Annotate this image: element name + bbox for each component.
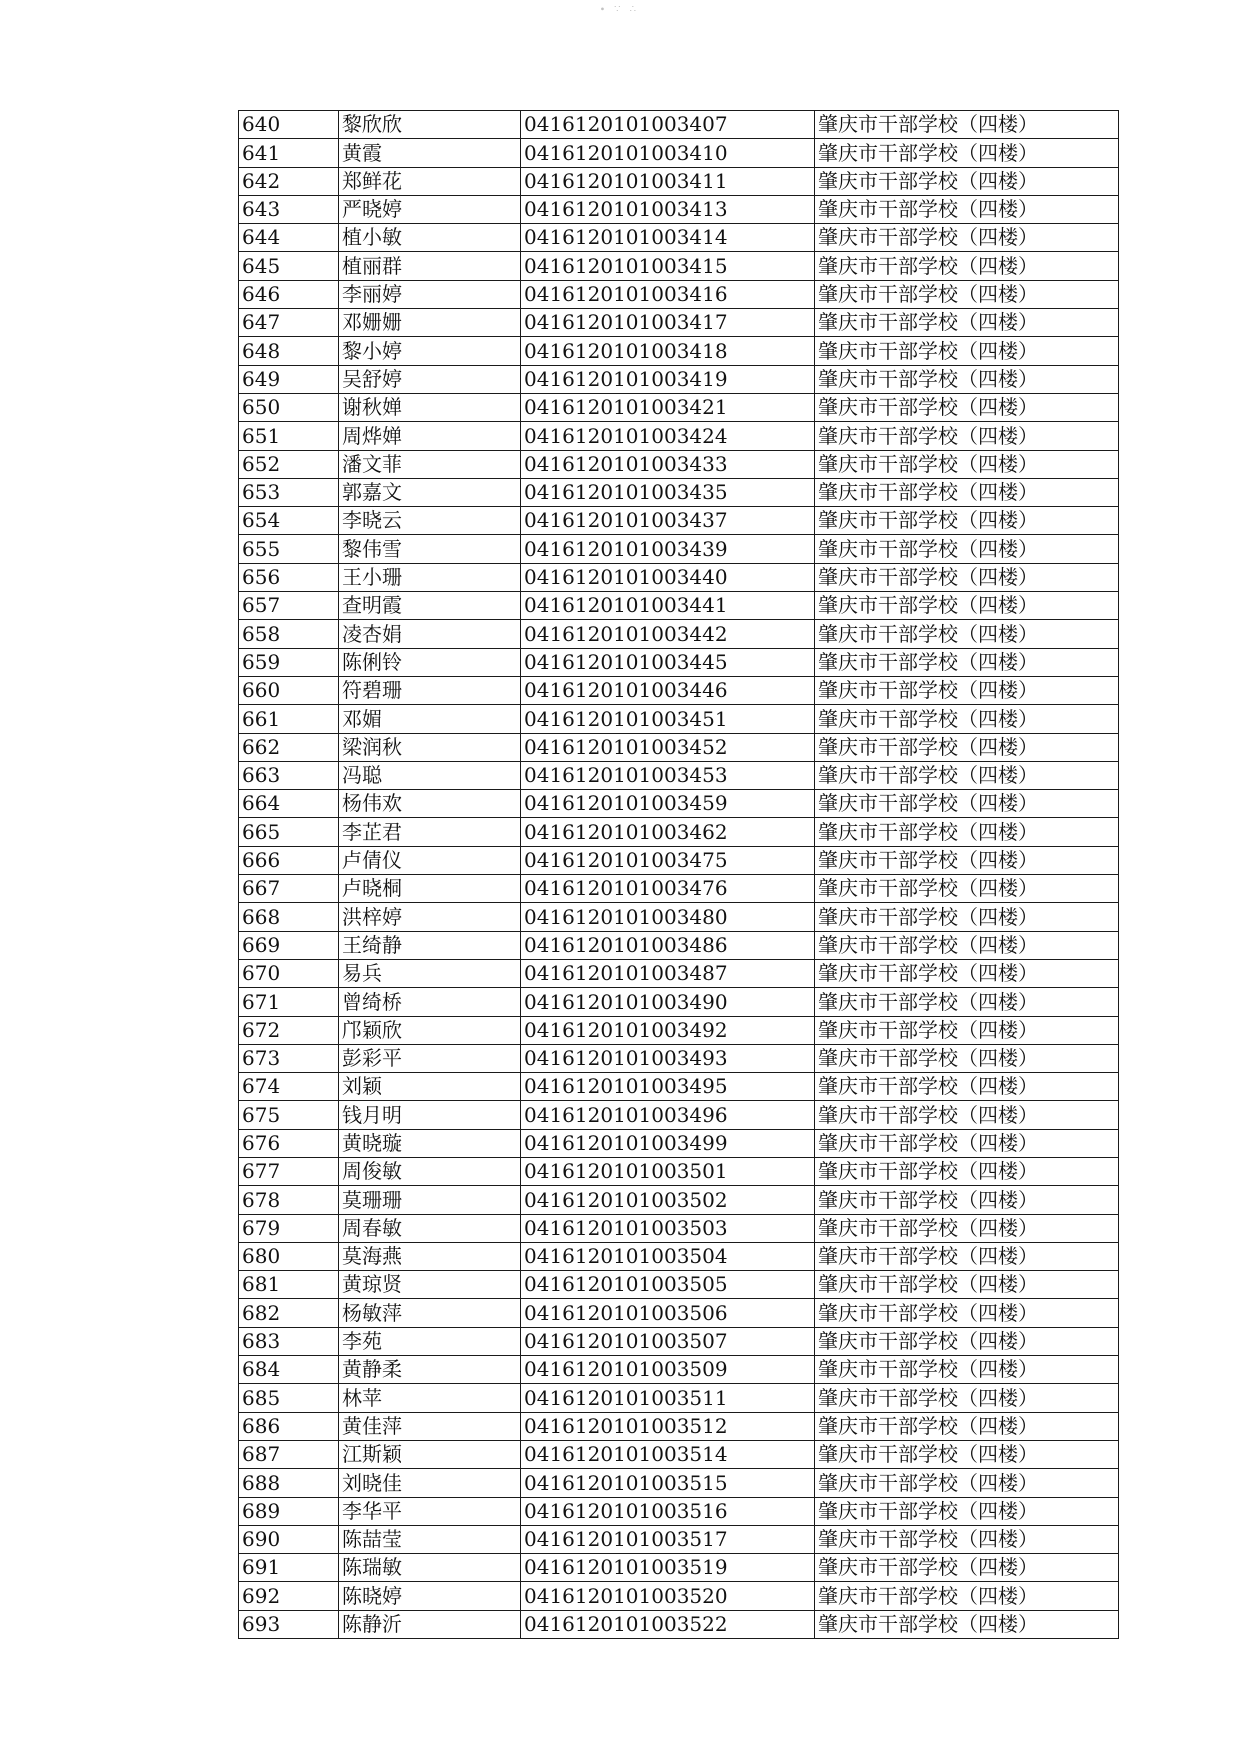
- candidate-name-cell: 黄琼贤: [339, 1271, 521, 1299]
- table-row: [239, 1384, 1119, 1412]
- exam-location-cell: 肇庆市干部学校（四楼）: [815, 1582, 1119, 1610]
- exam-id-cell: 0416120101003439: [521, 535, 815, 563]
- candidate-name-cell: 李华平: [339, 1497, 521, 1525]
- candidate-name-cell: 刘晓佳: [339, 1469, 521, 1497]
- exam-location-cell: 肇庆市干部学校（四楼）: [815, 733, 1119, 761]
- exam-location-cell: 肇庆市干部学校（四楼）: [815, 1214, 1119, 1242]
- candidate-name-cell: 林苹: [339, 1384, 521, 1412]
- row-number-cell: 659: [239, 648, 339, 676]
- exam-location-cell: 肇庆市干部学校（四楼）: [815, 818, 1119, 846]
- exam-location-cell: 肇庆市干部学校（四楼）: [815, 139, 1119, 167]
- exam-id-cell: 0416120101003476: [521, 875, 815, 903]
- exam-id-cell: 0416120101003480: [521, 903, 815, 931]
- candidate-name-cell: 植丽群: [339, 252, 521, 280]
- row-number-cell: 675: [239, 1101, 339, 1129]
- exam-id-cell: 0416120101003418: [521, 337, 815, 365]
- exam-id-cell: 0416120101003492: [521, 1016, 815, 1044]
- candidate-name-cell: 卢晓桐: [339, 875, 521, 903]
- exam-id-cell: 0416120101003407: [521, 111, 815, 139]
- candidate-name-cell: 王小珊: [339, 563, 521, 591]
- exam-location-cell: 肇庆市干部学校（四楼）: [815, 422, 1119, 450]
- exam-id-cell: 0416120101003413: [521, 195, 815, 223]
- row-number-cell: 648: [239, 337, 339, 365]
- row-number-cell: 693: [239, 1610, 339, 1638]
- exam-id-cell: 0416120101003522: [521, 1610, 815, 1638]
- row-number-cell: 671: [239, 988, 339, 1016]
- candidate-name-cell: 郭嘉文: [339, 478, 521, 506]
- exam-id-cell: 0416120101003414: [521, 224, 815, 252]
- row-number-cell: 664: [239, 790, 339, 818]
- candidate-name-cell: 黎伟雪: [339, 535, 521, 563]
- row-number-cell: 690: [239, 1525, 339, 1553]
- row-number-cell: 678: [239, 1186, 339, 1214]
- exam-id-cell: 0416120101003509: [521, 1356, 815, 1384]
- table-row: [239, 563, 1119, 591]
- row-number-cell: 652: [239, 450, 339, 478]
- candidate-name-cell: 邓媚: [339, 705, 521, 733]
- candidate-name-cell: 杨伟欢: [339, 790, 521, 818]
- candidate-name-cell: 江斯颖: [339, 1440, 521, 1468]
- row-number-cell: 660: [239, 676, 339, 704]
- row-number-cell: 644: [239, 224, 339, 252]
- table-row: [239, 478, 1119, 506]
- row-number-cell: 647: [239, 309, 339, 337]
- table-row: [239, 450, 1119, 478]
- candidate-name-cell: 周烨婵: [339, 422, 521, 450]
- exam-location-cell: 肇庆市干部学校（四楼）: [815, 761, 1119, 789]
- candidate-name-cell: 周春敏: [339, 1214, 521, 1242]
- table-row: [239, 337, 1119, 365]
- table-row: [239, 592, 1119, 620]
- table-row: [239, 1073, 1119, 1101]
- row-number-cell: 668: [239, 903, 339, 931]
- exam-location-cell: 肇庆市干部学校（四楼）: [815, 252, 1119, 280]
- table-row: [239, 1129, 1119, 1157]
- candidate-name-cell: 周俊敏: [339, 1157, 521, 1185]
- table-row: [239, 676, 1119, 704]
- table-row: [239, 705, 1119, 733]
- row-number-cell: 661: [239, 705, 339, 733]
- exam-id-cell: 0416120101003445: [521, 648, 815, 676]
- table-row: [239, 365, 1119, 393]
- exam-location-cell: 肇庆市干部学校（四楼）: [815, 931, 1119, 959]
- table-row: [239, 846, 1119, 874]
- exam-id-cell: 0416120101003459: [521, 790, 815, 818]
- exam-id-cell: 0416120101003515: [521, 1469, 815, 1497]
- table-row: [239, 1016, 1119, 1044]
- candidate-name-cell: 黎欣欣: [339, 111, 521, 139]
- table-row: [239, 280, 1119, 308]
- table-row: [239, 1271, 1119, 1299]
- exam-location-cell: 肇庆市干部学校（四楼）: [815, 365, 1119, 393]
- exam-id-cell: 0416120101003419: [521, 365, 815, 393]
- exam-id-cell: 0416120101003507: [521, 1327, 815, 1355]
- row-number-cell: 643: [239, 195, 339, 223]
- exam-location-cell: 肇庆市干部学校（四楼）: [815, 1440, 1119, 1468]
- exam-id-cell: 0416120101003517: [521, 1525, 815, 1553]
- exam-location-cell: 肇庆市干部学校（四楼）: [815, 1554, 1119, 1582]
- exam-location-cell: 肇庆市干部学校（四楼）: [815, 1271, 1119, 1299]
- exam-location-cell: 肇庆市干部学校（四楼）: [815, 1073, 1119, 1101]
- exam-id-cell: 0416120101003475: [521, 846, 815, 874]
- row-number-cell: 658: [239, 620, 339, 648]
- row-number-cell: 689: [239, 1497, 339, 1525]
- exam-location-cell: 肇庆市干部学校（四楼）: [815, 988, 1119, 1016]
- table-row: [239, 1327, 1119, 1355]
- row-number-cell: 681: [239, 1271, 339, 1299]
- candidate-name-cell: 陈晓婷: [339, 1582, 521, 1610]
- table-row: [239, 1440, 1119, 1468]
- row-number-cell: 688: [239, 1469, 339, 1497]
- row-number-cell: 691: [239, 1554, 339, 1582]
- exam-location-cell: 肇庆市干部学校（四楼）: [815, 592, 1119, 620]
- exam-id-cell: 0416120101003442: [521, 620, 815, 648]
- exam-location-cell: 肇庆市干部学校（四楼）: [815, 903, 1119, 931]
- table-row: [239, 224, 1119, 252]
- exam-location-cell: 肇庆市干部学校（四楼）: [815, 1525, 1119, 1553]
- row-number-cell: 649: [239, 365, 339, 393]
- row-number-cell: 673: [239, 1044, 339, 1072]
- exam-id-cell: 0416120101003490: [521, 988, 815, 1016]
- exam-location-cell: 肇庆市干部学校（四楼）: [815, 1242, 1119, 1270]
- table-row: [239, 1101, 1119, 1129]
- exam-location-cell: 肇庆市干部学校（四楼）: [815, 478, 1119, 506]
- exam-location-cell: 肇庆市干部学校（四楼）: [815, 705, 1119, 733]
- candidate-name-cell: 卢倩仪: [339, 846, 521, 874]
- candidate-name-cell: 冯聪: [339, 761, 521, 789]
- candidate-name-cell: 易兵: [339, 959, 521, 987]
- exam-id-cell: 0416120101003519: [521, 1554, 815, 1582]
- candidate-name-cell: 吴舒婷: [339, 365, 521, 393]
- exam-id-cell: 0416120101003462: [521, 818, 815, 846]
- exam-location-cell: 肇庆市干部学校（四楼）: [815, 1186, 1119, 1214]
- exam-location-cell: 肇庆市干部学校（四楼）: [815, 1016, 1119, 1044]
- row-number-cell: 655: [239, 535, 339, 563]
- exam-id-cell: 0416120101003495: [521, 1073, 815, 1101]
- table-row: [239, 1299, 1119, 1327]
- roster-body: [239, 111, 1119, 1639]
- table-row: [239, 535, 1119, 563]
- exam-location-cell: 肇庆市干部学校（四楼）: [815, 1356, 1119, 1384]
- candidate-name-cell: 杨敏萍: [339, 1299, 521, 1327]
- candidate-name-cell: 符碧珊: [339, 676, 521, 704]
- exam-id-cell: 0416120101003440: [521, 563, 815, 591]
- exam-location-cell: 肇庆市干部学校（四楼）: [815, 620, 1119, 648]
- table-row: [239, 818, 1119, 846]
- candidate-name-cell: 黄静柔: [339, 1356, 521, 1384]
- row-number-cell: 692: [239, 1582, 339, 1610]
- table-row: [239, 903, 1119, 931]
- candidate-name-cell: 梁润秋: [339, 733, 521, 761]
- exam-id-cell: 0416120101003446: [521, 676, 815, 704]
- candidate-name-cell: 黎小婷: [339, 337, 521, 365]
- exam-id-cell: 0416120101003503: [521, 1214, 815, 1242]
- exam-location-cell: 肇庆市干部学校（四楼）: [815, 563, 1119, 591]
- exam-id-cell: 0416120101003493: [521, 1044, 815, 1072]
- table-row: [239, 1044, 1119, 1072]
- candidate-name-cell: 莫珊珊: [339, 1186, 521, 1214]
- table-row: [239, 790, 1119, 818]
- table-row: [239, 959, 1119, 987]
- exam-location-cell: 肇庆市干部学校（四楼）: [815, 875, 1119, 903]
- row-number-cell: 672: [239, 1016, 339, 1044]
- exam-location-cell: 肇庆市干部学校（四楼）: [815, 450, 1119, 478]
- row-number-cell: 682: [239, 1299, 339, 1327]
- table-row: [239, 139, 1119, 167]
- exam-location-cell: 肇庆市干部学校（四楼）: [815, 1469, 1119, 1497]
- row-number-cell: 662: [239, 733, 339, 761]
- exam-id-cell: 0416120101003501: [521, 1157, 815, 1185]
- exam-location-cell: 肇庆市干部学校（四楼）: [815, 535, 1119, 563]
- table-row: [239, 1610, 1119, 1638]
- table-row: [239, 620, 1119, 648]
- candidate-name-cell: 洪梓婷: [339, 903, 521, 931]
- exam-id-cell: 0416120101003487: [521, 959, 815, 987]
- candidate-name-cell: 陈静沂: [339, 1610, 521, 1638]
- candidate-name-cell: 陈瑞敏: [339, 1554, 521, 1582]
- table-row: [239, 167, 1119, 195]
- scan-noise-mark: ∙ ∵ ∴: [600, 4, 639, 15]
- row-number-cell: 674: [239, 1073, 339, 1101]
- table-row: [239, 1497, 1119, 1525]
- row-number-cell: 646: [239, 280, 339, 308]
- row-number-cell: 667: [239, 875, 339, 903]
- exam-id-cell: 0416120101003433: [521, 450, 815, 478]
- exam-id-cell: 0416120101003415: [521, 252, 815, 280]
- table-row: [239, 761, 1119, 789]
- candidate-name-cell: 凌杏娟: [339, 620, 521, 648]
- exam-id-cell: 0416120101003441: [521, 592, 815, 620]
- table-row: [239, 111, 1119, 139]
- candidate-name-cell: 邝颖欣: [339, 1016, 521, 1044]
- exam-id-cell: 0416120101003424: [521, 422, 815, 450]
- candidate-name-cell: 查明霞: [339, 592, 521, 620]
- exam-location-cell: 肇庆市干部学校（四楼）: [815, 1610, 1119, 1638]
- exam-id-cell: 0416120101003416: [521, 280, 815, 308]
- exam-location-cell: 肇庆市干部学校（四楼）: [815, 1412, 1119, 1440]
- row-number-cell: 653: [239, 478, 339, 506]
- exam-location-cell: 肇庆市干部学校（四楼）: [815, 1299, 1119, 1327]
- candidate-name-cell: 严晓婷: [339, 195, 521, 223]
- table-row: [239, 309, 1119, 337]
- row-number-cell: 640: [239, 111, 339, 139]
- table-row: [239, 252, 1119, 280]
- candidate-name-cell: 郑鲜花: [339, 167, 521, 195]
- exam-location-cell: 肇庆市干部学校（四楼）: [815, 1157, 1119, 1185]
- candidate-name-cell: 李晓云: [339, 507, 521, 535]
- exam-id-cell: 0416120101003411: [521, 167, 815, 195]
- row-number-cell: 679: [239, 1214, 339, 1242]
- candidate-name-cell: 李苑: [339, 1327, 521, 1355]
- row-number-cell: 686: [239, 1412, 339, 1440]
- candidate-name-cell: 刘颖: [339, 1073, 521, 1101]
- exam-location-cell: 肇庆市干部学校（四楼）: [815, 167, 1119, 195]
- table-row: [239, 988, 1119, 1016]
- row-number-cell: 687: [239, 1440, 339, 1468]
- candidate-name-cell: 潘文菲: [339, 450, 521, 478]
- exam-id-cell: 0416120101003516: [521, 1497, 815, 1525]
- row-number-cell: 666: [239, 846, 339, 874]
- exam-id-cell: 0416120101003437: [521, 507, 815, 535]
- table-row: [239, 1356, 1119, 1384]
- candidate-name-cell: 邓姗姗: [339, 309, 521, 337]
- row-number-cell: 642: [239, 167, 339, 195]
- exam-id-cell: 0416120101003504: [521, 1242, 815, 1270]
- table-row: [239, 1157, 1119, 1185]
- table-row: [239, 1242, 1119, 1270]
- exam-location-cell: 肇庆市干部学校（四楼）: [815, 790, 1119, 818]
- exam-location-cell: 肇庆市干部学校（四楼）: [815, 309, 1119, 337]
- exam-location-cell: 肇庆市干部学校（四楼）: [815, 393, 1119, 421]
- exam-location-cell: 肇庆市干部学校（四楼）: [815, 1497, 1119, 1525]
- table-row: [239, 733, 1119, 761]
- candidate-name-cell: 谢秋婵: [339, 393, 521, 421]
- table-row: [239, 507, 1119, 535]
- row-number-cell: 684: [239, 1356, 339, 1384]
- exam-id-cell: 0416120101003505: [521, 1271, 815, 1299]
- exam-location-cell: 肇庆市干部学校（四楼）: [815, 1101, 1119, 1129]
- table-row: [239, 1554, 1119, 1582]
- table-row: [239, 875, 1119, 903]
- exam-id-cell: 0416120101003511: [521, 1384, 815, 1412]
- candidate-name-cell: 黄霞: [339, 139, 521, 167]
- table-row: [239, 422, 1119, 450]
- row-number-cell: 656: [239, 563, 339, 591]
- exam-location-cell: 肇庆市干部学校（四楼）: [815, 648, 1119, 676]
- row-number-cell: 650: [239, 393, 339, 421]
- row-number-cell: 654: [239, 507, 339, 535]
- exam-location-cell: 肇庆市干部学校（四楼）: [815, 846, 1119, 874]
- table-row: [239, 1582, 1119, 1610]
- candidate-name-cell: 曾绮桥: [339, 988, 521, 1016]
- table-row: [239, 1186, 1119, 1214]
- exam-id-cell: 0416120101003506: [521, 1299, 815, 1327]
- row-number-cell: 663: [239, 761, 339, 789]
- row-number-cell: 676: [239, 1129, 339, 1157]
- exam-id-cell: 0416120101003435: [521, 478, 815, 506]
- table-row: [239, 1412, 1119, 1440]
- exam-id-cell: 0416120101003514: [521, 1440, 815, 1468]
- exam-id-cell: 0416120101003496: [521, 1101, 815, 1129]
- exam-location-cell: 肇庆市干部学校（四楼）: [815, 195, 1119, 223]
- row-number-cell: 669: [239, 931, 339, 959]
- exam-location-cell: 肇庆市干部学校（四楼）: [815, 1327, 1119, 1355]
- exam-id-cell: 0416120101003421: [521, 393, 815, 421]
- exam-id-cell: 0416120101003453: [521, 761, 815, 789]
- row-number-cell: 670: [239, 959, 339, 987]
- candidate-name-cell: 陈喆莹: [339, 1525, 521, 1553]
- table-row: [239, 1525, 1119, 1553]
- candidate-name-cell: 王绮静: [339, 931, 521, 959]
- table-row: [239, 1469, 1119, 1497]
- exam-location-cell: 肇庆市干部学校（四楼）: [815, 280, 1119, 308]
- exam-id-cell: 0416120101003486: [521, 931, 815, 959]
- exam-location-cell: 肇庆市干部学校（四楼）: [815, 224, 1119, 252]
- exam-location-cell: 肇庆市干部学校（四楼）: [815, 1129, 1119, 1157]
- candidate-name-cell: 植小敏: [339, 224, 521, 252]
- exam-id-cell: 0416120101003451: [521, 705, 815, 733]
- table-row: [239, 648, 1119, 676]
- candidate-name-cell: 李丽婷: [339, 280, 521, 308]
- table-row: [239, 1214, 1119, 1242]
- row-number-cell: 641: [239, 139, 339, 167]
- exam-location-cell: 肇庆市干部学校（四楼）: [815, 676, 1119, 704]
- row-number-cell: 677: [239, 1157, 339, 1185]
- row-number-cell: 645: [239, 252, 339, 280]
- table-row: [239, 195, 1119, 223]
- exam-id-cell: 0416120101003452: [521, 733, 815, 761]
- candidate-name-cell: 彭彩平: [339, 1044, 521, 1072]
- candidate-name-cell: 黄晓璇: [339, 1129, 521, 1157]
- exam-location-cell: 肇庆市干部学校（四楼）: [815, 111, 1119, 139]
- row-number-cell: 683: [239, 1327, 339, 1355]
- candidate-name-cell: 李芷君: [339, 818, 521, 846]
- row-number-cell: 651: [239, 422, 339, 450]
- exam-location-cell: 肇庆市干部学校（四楼）: [815, 959, 1119, 987]
- row-number-cell: 685: [239, 1384, 339, 1412]
- candidate-roster-table: [238, 110, 1119, 1639]
- row-number-cell: 665: [239, 818, 339, 846]
- exam-location-cell: 肇庆市干部学校（四楼）: [815, 1044, 1119, 1072]
- candidate-name-cell: 莫海燕: [339, 1242, 521, 1270]
- row-number-cell: 680: [239, 1242, 339, 1270]
- row-number-cell: 657: [239, 592, 339, 620]
- exam-id-cell: 0416120101003520: [521, 1582, 815, 1610]
- candidate-name-cell: 黄佳萍: [339, 1412, 521, 1440]
- exam-id-cell: 0416120101003410: [521, 139, 815, 167]
- exam-id-cell: 0416120101003512: [521, 1412, 815, 1440]
- exam-location-cell: 肇庆市干部学校（四楼）: [815, 507, 1119, 535]
- exam-location-cell: 肇庆市干部学校（四楼）: [815, 337, 1119, 365]
- exam-id-cell: 0416120101003417: [521, 309, 815, 337]
- table-row: [239, 393, 1119, 421]
- candidate-name-cell: 陈俐铃: [339, 648, 521, 676]
- candidate-name-cell: 钱月明: [339, 1101, 521, 1129]
- exam-location-cell: 肇庆市干部学校（四楼）: [815, 1384, 1119, 1412]
- table-row: [239, 931, 1119, 959]
- exam-id-cell: 0416120101003502: [521, 1186, 815, 1214]
- exam-id-cell: 0416120101003499: [521, 1129, 815, 1157]
